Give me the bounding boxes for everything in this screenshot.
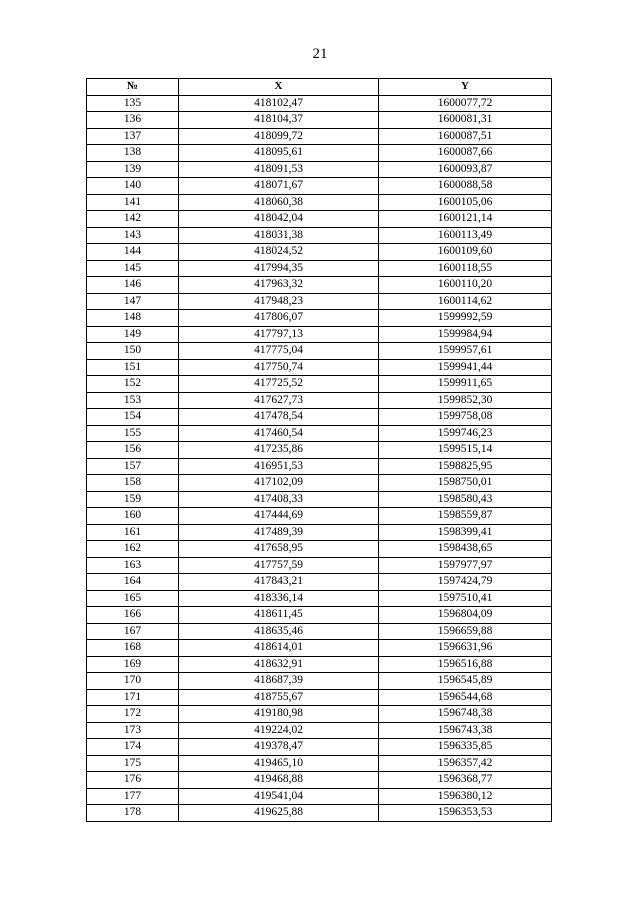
cell-x: 419465,10 — [179, 755, 379, 772]
cell-number: 147 — [87, 293, 179, 310]
cell-x: 416951,53 — [179, 458, 379, 475]
cell-y: 1598438,65 — [379, 541, 552, 558]
cell-y: 1598559,87 — [379, 508, 552, 525]
table-row — [87, 178, 552, 195]
table-row — [87, 145, 552, 162]
cell-y: 1600110,20 — [379, 277, 552, 294]
cell-x: 419468,88 — [179, 772, 379, 789]
cell-y: 1600093,87 — [379, 161, 552, 178]
cell-x: 417627,73 — [179, 392, 379, 409]
table-row — [87, 392, 552, 409]
table-row — [87, 623, 552, 640]
cell-number: 146 — [87, 277, 179, 294]
cell-y: 1600087,66 — [379, 145, 552, 162]
cell-number: 158 — [87, 475, 179, 492]
cell-x: 418031,38 — [179, 227, 379, 244]
cell-y: 1596743,38 — [379, 722, 552, 739]
cell-x: 418095,61 — [179, 145, 379, 162]
table-row — [87, 442, 552, 459]
table-row — [87, 95, 552, 112]
cell-number: 163 — [87, 557, 179, 574]
cell-number: 153 — [87, 392, 179, 409]
cell-x: 417775,04 — [179, 343, 379, 360]
cell-x: 419541,04 — [179, 788, 379, 805]
cell-number: 165 — [87, 590, 179, 607]
table-row — [87, 277, 552, 294]
cell-number: 144 — [87, 244, 179, 261]
table-body — [87, 95, 552, 821]
cell-y: 1596368,77 — [379, 772, 552, 789]
cell-y: 1599984,94 — [379, 326, 552, 343]
cell-x: 417757,59 — [179, 557, 379, 574]
cell-y: 1599758,08 — [379, 409, 552, 426]
table-row — [87, 343, 552, 360]
cell-x: 418611,45 — [179, 607, 379, 624]
cell-x: 418104,37 — [179, 112, 379, 129]
cell-y: 1597510,41 — [379, 590, 552, 607]
cell-y: 1596544,68 — [379, 689, 552, 706]
cell-x: 417750,74 — [179, 359, 379, 376]
cell-y: 1598825,95 — [379, 458, 552, 475]
cell-number: 169 — [87, 656, 179, 673]
table-row — [87, 359, 552, 376]
cell-y: 1600077,72 — [379, 95, 552, 112]
cell-y: 1596804,09 — [379, 607, 552, 624]
cell-y: 1600118,55 — [379, 260, 552, 277]
cell-number: 167 — [87, 623, 179, 640]
table-row — [87, 293, 552, 310]
cell-x: 419378,47 — [179, 739, 379, 756]
cell-number: 160 — [87, 508, 179, 525]
cell-x: 418635,46 — [179, 623, 379, 640]
table-row — [87, 128, 552, 145]
cell-number: 168 — [87, 640, 179, 657]
cell-y: 1596748,38 — [379, 706, 552, 723]
cell-number: 143 — [87, 227, 179, 244]
table-row — [87, 244, 552, 261]
cell-x: 417478,54 — [179, 409, 379, 426]
cell-number: 136 — [87, 112, 179, 129]
cell-number: 151 — [87, 359, 179, 376]
cell-y: 1599992,59 — [379, 310, 552, 327]
cell-x: 418091,53 — [179, 161, 379, 178]
cell-number: 170 — [87, 673, 179, 690]
cell-x: 419180,98 — [179, 706, 379, 723]
cell-number: 172 — [87, 706, 179, 723]
cell-y: 1596357,42 — [379, 755, 552, 772]
cell-x: 417658,95 — [179, 541, 379, 558]
cell-y: 1600109,60 — [379, 244, 552, 261]
table-row — [87, 194, 552, 211]
cell-y: 1600081,31 — [379, 112, 552, 129]
cell-number: 164 — [87, 574, 179, 591]
table-row — [87, 260, 552, 277]
cell-y: 1597977,97 — [379, 557, 552, 574]
table-row — [87, 607, 552, 624]
cell-x: 417489,39 — [179, 524, 379, 541]
cell-x: 417806,07 — [179, 310, 379, 327]
cell-x: 417725,52 — [179, 376, 379, 393]
cell-number: 140 — [87, 178, 179, 195]
cell-y: 1596545,89 — [379, 673, 552, 690]
table-row — [87, 508, 552, 525]
cell-x: 417797,13 — [179, 326, 379, 343]
cell-y: 1600113,49 — [379, 227, 552, 244]
cell-x: 417444,69 — [179, 508, 379, 525]
cell-y: 1598750,01 — [379, 475, 552, 492]
table-row — [87, 161, 552, 178]
cell-number: 135 — [87, 95, 179, 112]
table-row — [87, 755, 552, 772]
cell-number: 175 — [87, 755, 179, 772]
cell-x: 418632,91 — [179, 656, 379, 673]
cell-number: 148 — [87, 310, 179, 327]
table-row — [87, 524, 552, 541]
cell-y: 1596516,88 — [379, 656, 552, 673]
page-number: 21 — [312, 46, 328, 62]
table-row — [87, 788, 552, 805]
cell-number: 142 — [87, 211, 179, 228]
table-row — [87, 376, 552, 393]
table-row — [87, 739, 552, 756]
cell-number: 174 — [87, 739, 179, 756]
cell-x: 417948,23 — [179, 293, 379, 310]
table-row — [87, 557, 552, 574]
table-row — [87, 772, 552, 789]
cell-y: 1598580,43 — [379, 491, 552, 508]
table-row — [87, 310, 552, 327]
cell-number: 176 — [87, 772, 179, 789]
table-row — [87, 211, 552, 228]
cell-y: 1598399,41 — [379, 524, 552, 541]
cell-x: 417843,21 — [179, 574, 379, 591]
table-row — [87, 590, 552, 607]
cell-y: 1596353,53 — [379, 805, 552, 822]
cell-y: 1599515,14 — [379, 442, 552, 459]
cell-x: 418614,01 — [179, 640, 379, 657]
cell-number: 154 — [87, 409, 179, 426]
cell-x: 419224,02 — [179, 722, 379, 739]
cell-x: 417408,33 — [179, 491, 379, 508]
cell-x: 418060,38 — [179, 194, 379, 211]
cell-x: 418071,67 — [179, 178, 379, 195]
cell-number: 159 — [87, 491, 179, 508]
cell-y: 1600105,06 — [379, 194, 552, 211]
cell-number: 166 — [87, 607, 179, 624]
cell-number: 156 — [87, 442, 179, 459]
cell-x: 417963,32 — [179, 277, 379, 294]
cell-y: 1596631,96 — [379, 640, 552, 657]
cell-x: 419625,88 — [179, 805, 379, 822]
cell-y: 1599941,44 — [379, 359, 552, 376]
cell-x: 417994,35 — [179, 260, 379, 277]
header-x: X — [179, 79, 379, 96]
table-row — [87, 541, 552, 558]
cell-number: 152 — [87, 376, 179, 393]
cell-number: 155 — [87, 425, 179, 442]
table-row — [87, 326, 552, 343]
cell-x: 418336,14 — [179, 590, 379, 607]
cell-y: 1599852,30 — [379, 392, 552, 409]
header-number: № — [87, 79, 179, 96]
table-row — [87, 673, 552, 690]
cell-number: 137 — [87, 128, 179, 145]
table-row — [87, 475, 552, 492]
cell-y: 1600088,58 — [379, 178, 552, 195]
table-row — [87, 689, 552, 706]
table-row — [87, 458, 552, 475]
cell-number: 138 — [87, 145, 179, 162]
cell-x: 418755,67 — [179, 689, 379, 706]
cell-x: 417102,09 — [179, 475, 379, 492]
table-header-row — [87, 79, 552, 96]
table-row — [87, 722, 552, 739]
table-row — [87, 656, 552, 673]
cell-number: 149 — [87, 326, 179, 343]
cell-x: 418102,47 — [179, 95, 379, 112]
cell-y: 1596335,85 — [379, 739, 552, 756]
table-row — [87, 409, 552, 426]
cell-y: 1599746,23 — [379, 425, 552, 442]
cell-number: 139 — [87, 161, 179, 178]
cell-number: 178 — [87, 805, 179, 822]
cell-y: 1597424,79 — [379, 574, 552, 591]
table-row — [87, 706, 552, 723]
table-row — [87, 574, 552, 591]
cell-y: 1600087,51 — [379, 128, 552, 145]
cell-x: 417460,54 — [179, 425, 379, 442]
cell-x: 417235,86 — [179, 442, 379, 459]
cell-x: 418024,52 — [179, 244, 379, 261]
cell-y: 1599911,65 — [379, 376, 552, 393]
cell-y: 1600114,62 — [379, 293, 552, 310]
cell-x: 418687,39 — [179, 673, 379, 690]
cell-y: 1599957,61 — [379, 343, 552, 360]
cell-x: 418099,72 — [179, 128, 379, 145]
cell-number: 150 — [87, 343, 179, 360]
table-row — [87, 640, 552, 657]
cell-y: 1596659,88 — [379, 623, 552, 640]
cell-number: 162 — [87, 541, 179, 558]
cell-number: 177 — [87, 788, 179, 805]
table-row — [87, 227, 552, 244]
table-row — [87, 805, 552, 822]
header-y: Y — [379, 79, 552, 96]
coordinates-table — [86, 78, 552, 822]
table-row — [87, 491, 552, 508]
cell-number: 141 — [87, 194, 179, 211]
table-row — [87, 425, 552, 442]
cell-number: 157 — [87, 458, 179, 475]
cell-number: 145 — [87, 260, 179, 277]
table-row — [87, 112, 552, 129]
cell-y: 1596380,12 — [379, 788, 552, 805]
cell-y: 1600121,14 — [379, 211, 552, 228]
cell-number: 171 — [87, 689, 179, 706]
cell-number: 161 — [87, 524, 179, 541]
cell-number: 173 — [87, 722, 179, 739]
cell-x: 418042,04 — [179, 211, 379, 228]
